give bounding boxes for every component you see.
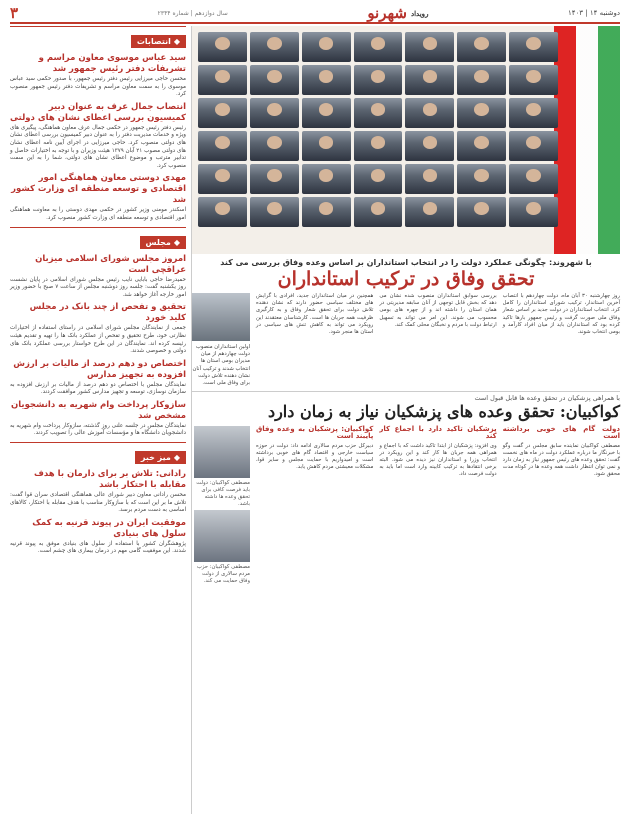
news-title: مهدی دوستی معاون هماهنگی امور اقتصادی و توسعه منطقه ای وزارت کشور شد	[11, 173, 186, 206]
portrait	[457, 32, 506, 62]
portrait	[509, 98, 558, 128]
interviewee-photo	[194, 510, 250, 562]
portrait	[405, 98, 454, 128]
portrait	[509, 197, 558, 227]
news-item	[10, 302, 186, 355]
story-column: روز چهارشنبه ۳۰ آبان ماه، دولت چهاردهم با انتصاب آخرین استاندار، ترکیب شورای استانداران را کامل کرد. انتخاب استانداران در دولت جدید بر اساس شعار وفاق ملی صورت گرفت و رئیس جمهور بارها تاکید کرده بود که استانداران باید از میان افراد کارآمد و بومی انتخاب شوند.	[502, 293, 620, 336]
story2-headline: کواکبیان: تحقق وعده های پزشکیان نیاز به زمان دارد	[267, 402, 620, 422]
logo-tag: رویداد	[411, 8, 429, 18]
story2-kicker: با همراهی پزشکیان در تحقق وعده ها قابل قبول است	[474, 394, 620, 403]
portrait	[250, 131, 299, 161]
portrait	[302, 32, 351, 62]
portrait	[509, 164, 558, 194]
portrait	[457, 164, 506, 194]
news-item	[10, 400, 186, 438]
page-number: ۳	[10, 4, 19, 22]
portrait	[250, 65, 299, 95]
interviewee-photo	[194, 426, 250, 478]
story2-body	[192, 424, 620, 585]
portrait	[405, 131, 454, 161]
side-box	[192, 293, 250, 387]
news-body: جمعی از نمایندگان مجلس شورای اسلامی در راستای استفاده از اختیارات نظارتی خود، طرح تحقیق و تفحص از عملکرد بانک ها را تهیه و تقدیم هیئت رئیسه کرده اند. نمایندگان در این طرح خواستار بررسی عملکرد بانک های دولتی و خصوصی شدند.	[10, 325, 186, 355]
portrait	[354, 197, 403, 227]
news-body: محسن حاجی میرزایی رئیس دفتر رئیس جمهور، با صدور حکمی سید عباس موسوی را به سمت معاون مراسم و تشریفات دفتر رئیس جمهور منصوب کرد.	[10, 76, 186, 98]
photo-caption: مصطفی کواکبیان: دولت باید فرصت کافی برای تحقق وعده ها داشته باشد.	[196, 480, 251, 508]
portrait	[405, 32, 454, 62]
newspaper-logo	[367, 4, 428, 22]
portrait	[302, 65, 351, 95]
subhead: پزشکیان تاکید دارد با اجماع کار کند	[379, 425, 497, 441]
governors-photo-collage	[192, 26, 620, 254]
story-column: کواکبیان: پزشکیان به وعده وفاق پایبند است دبیرکل حزب مردم سالاری ادامه داد: دولت در حوزه سیاست خارجی و اقتصاد گام های خوبی برداشته است و امیدواریم با حمایت مجلس و سایر قوا، مشکلات معیشتی مردم کاهش یابد.	[256, 425, 374, 471]
photo-caption: مصطفی کواکبیان: حزب مردم سالاری از دولت وفاق حمایت می کند.	[196, 564, 251, 585]
news-body: رئیس دفتر رئیس جمهور در حکمی جمال عرف معاون هماهنگی، پیگیری های ویژه و خدمات مدیریت دفتر را به عنوان دبیر کمیسیون بررسی اعطای نشان های دولتی منصوب کرد. حاجی میرزایی در اجرای آیین نامه اعطای نشان های دولتی مصوب ۲۱ آبان ۱۳۷۹ هیئت وزیران و با توجه به اختیارات حاصل و تدابیر مترتب و موضوع اعطای نشان های دولتی، شما را به این سمت منصوب کرد.	[10, 124, 186, 169]
portrait	[354, 98, 403, 128]
news-title: موفقیت ایران در پیوند قرنیه به کمک سلول های بنیادی	[32, 517, 186, 539]
portrait	[250, 32, 299, 62]
portrait	[354, 131, 403, 161]
portrait	[198, 32, 247, 62]
portrait	[457, 131, 506, 161]
portrait	[405, 65, 454, 95]
portrait	[354, 65, 403, 95]
story-headline: تحقق وفاق در ترکیب استانداران	[277, 268, 535, 290]
news-body: پژوهشگران کشور با استفاده از سلول های بنیادی موفق به پیوند قرنیه شدند. این موفقیت گامی مهم در درمان بیماری های چشم است.	[10, 540, 186, 555]
news-sidebar	[10, 26, 192, 814]
news-item	[10, 53, 186, 99]
news-title: سازوکار پرداخت وام شهریه به دانشجویان مشخص شد	[10, 399, 186, 421]
news-title: اختصاص دو دهم درصد از مالیات بر ارزش افزوده به تجهیز مدارس	[13, 358, 186, 380]
news-title: تحقیق و تفحص از چند بانک در مجلس کلید خورد	[29, 302, 186, 324]
portrait	[405, 197, 454, 227]
news-item	[10, 254, 186, 300]
portrait	[198, 65, 247, 95]
news-item	[10, 359, 186, 397]
iran-flag-graphic	[550, 26, 620, 254]
issue-date: دوشنبه ۱۴ | ۱۴۰۳	[568, 9, 620, 17]
portrait-grid	[198, 32, 558, 227]
portrait	[250, 197, 299, 227]
portrait	[405, 164, 454, 194]
portrait	[250, 164, 299, 194]
portrait	[509, 131, 558, 161]
portrait	[302, 197, 351, 227]
portrait	[457, 98, 506, 128]
portrait	[250, 98, 299, 128]
section-head-parliament: ◆ مجلس	[140, 236, 186, 249]
news-title: امروز مجلس شورای اسلامی میزبان عراقچی است	[35, 253, 186, 275]
subhead: دولت گام های خوبی برداشته است	[502, 425, 620, 441]
news-body: نمایندگان مجلس در جلسه علنی روز گذشته، سازوکار پرداخت وام شهریه به دانشجویان دانشگاه ها و مؤسسات آموزش عالی را تصویب کردند.	[10, 422, 186, 437]
side-photo	[192, 293, 250, 341]
subhead: کواکبیان: پزشکیان به وعده وفاق پایبند است	[256, 425, 374, 441]
news-body: حمیدرضا حاجی بابایی نایب رئیس مجلس شورای اسلامی در پایان نشست روز یکشنبه گفت: جلسه روز دوشنبه مجلس از ساعت ۷ صبح با حضور وزیر امور خارجه آغاز خواهد شد.	[10, 276, 186, 298]
section-head-appointments: ◆ انتصابات	[131, 35, 186, 48]
news-body: اسکندر مومنی وزیر کشور در حکمی مهدی دوستی را به معاونت هماهنگی امور اقتصادی و توسعه منطقه ای وزارت کشور منصوب کرد.	[10, 207, 186, 221]
story-column: بررسی سوابق استانداران منصوب شده نشان می دهد که بخش قابل توجهی از آنان سابقه مدیریتی در همان استان را داشته اند و از چهره های بومی محسوب می شوند. این امر می تواند به تسهیل ارتباط دولت با مردم و نخبگان محلی کمک کند.	[379, 293, 497, 328]
news-body: محسن رادانی معاون دبیر شورای عالی هماهنگی اقتصادی سران قوا گفت: تلاش ما بر این است که با سازوکار مناسب با هدف مقابله با احتکار، کالاهای اساسی به دست مردم برسد.	[10, 492, 186, 514]
news-title: سید عباس موسوی معاون مراسم و تشریفات دفتر رئیس جمهور شد	[38, 53, 186, 74]
portrait	[354, 164, 403, 194]
story-column: پزشکیان تاکید دارد با اجماع کار کند وی افزود: پزشکیان از ابتدا تاکید داشت که با اجماع و همراهی همه جریان ها کار کند و این رویکرد در انتخاب وزرا و استانداران نیز دیده می شود. البته برخی انتقادها به ترکیب کابینه وارد است اما باید به دولت فرصت داد.	[379, 425, 497, 478]
story-column: دولت گام های خوبی برداشته است مصطفی کواکبیان نماینده سابق مجلس در گفت وگو با خبرنگار ما درباره عملکرد دولت در ماه های نخست گفت: تحقق وعده های رئیس جمهور نیاز به زمان دارد و نمی توان انتظار داشت همه وعده ها در کوتاه مدت محقق شود.	[502, 425, 620, 478]
masthead	[10, 4, 620, 24]
section-head-news-desk: ◆ میز خبر	[135, 451, 186, 464]
portrait	[302, 164, 351, 194]
side-box	[192, 424, 250, 585]
news-item	[10, 469, 186, 515]
news-title: انتصاب جمال عرف به عنوان دبیر کمیسیون بررسی اعطای نشان های دولتی	[10, 101, 186, 123]
logo-name: شهرنو	[367, 4, 407, 22]
issue-meta: سال دوازدهم | شماره ۲۳۴۴	[157, 9, 228, 17]
story-kicker: با شهروند: چگونگی عملکرد دولت را در انتخاب استانداران بر اساس وعده وفاق بررسی می کند	[220, 258, 592, 267]
portrait	[302, 98, 351, 128]
portrait	[457, 65, 506, 95]
portrait	[457, 197, 506, 227]
portrait	[198, 197, 247, 227]
portrait	[509, 32, 558, 62]
side-caption: اولین استانداران منصوب دولت چهاردهم از میان مدیران بومی استان ها انتخاب شدند و ترکیب آنان نشان دهنده تلاش دولت برای وفاق ملی است.	[192, 344, 251, 387]
news-title: رادانی: تلاش بر برای دارمان با هدف مقابله با احتکار باشد	[33, 469, 186, 491]
news-item	[10, 102, 186, 171]
portrait	[302, 131, 351, 161]
portrait	[198, 164, 247, 194]
main-story	[192, 26, 620, 814]
story-column: همچنین در میان استانداران جدید، افرادی با گرایش های مختلف سیاسی حضور دارند که نشان دهنده تلاش دولت برای تحقق شعار وفاق و به کارگیری ظرفیت همه جریان ها است. کارشناسان معتقدند این رویکرد می تواند به کاهش تنش های سیاسی در استان ها منجر شود.	[256, 293, 374, 336]
portrait	[509, 65, 558, 95]
news-item	[10, 518, 186, 556]
news-item	[10, 173, 186, 222]
news-body: نمایندگان مجلس با اختصاص دو دهم درصد از مالیات بر ارزش افزوده به سازمان نوسازی، توسعه و تجهیز مدارس کشور موافقت کردند.	[10, 381, 186, 396]
portrait	[198, 131, 247, 161]
portrait	[354, 32, 403, 62]
story-body	[192, 293, 620, 387]
portrait	[198, 98, 247, 128]
